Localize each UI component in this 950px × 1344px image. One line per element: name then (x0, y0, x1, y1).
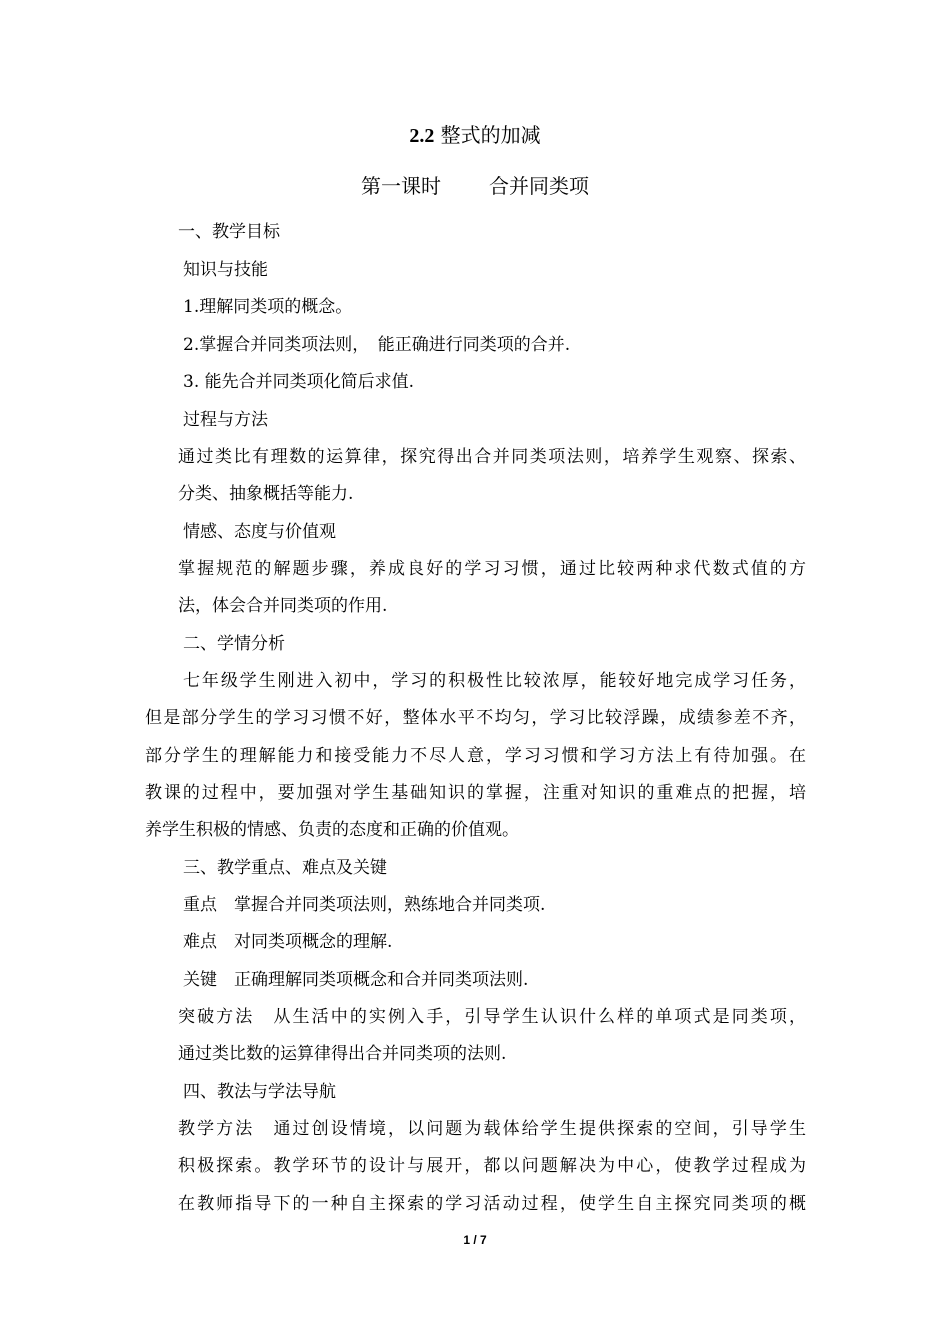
paragraph-line: 部分学生的理解能力和接受能力不尽人意，学习习惯和学习方法上有待加强。在 (145, 746, 806, 766)
paragraph-line: 养学生积极的情感、负责的态度和正确的价值观。 (145, 820, 519, 840)
paragraph-line: 通过类比数的运算律得出合并同类项的法则. (178, 1044, 507, 1064)
objective-item: 1.理解同类项的概念。 (183, 297, 353, 317)
subheading-knowledge-skills: 知识与技能 (183, 260, 268, 280)
section-heading-objectives: 一、教学目标 (178, 222, 280, 242)
key-point-item: 难点 对同类项概念的理解. (183, 932, 393, 952)
title-text: 整式的加减 (440, 123, 541, 147)
section-heading-key-points: 三、教学重点、难点及关键 (183, 858, 387, 878)
page-indicator: 1 / 7 (463, 1233, 487, 1247)
subheading-process-method: 过程与方法 (183, 410, 268, 430)
lesson-label: 第一课时 (361, 174, 441, 198)
key-point-item: 关键 正确理解同类项概念和合并同类项法则. (183, 970, 529, 990)
section-heading-methods: 四、教法与学法导航 (183, 1082, 336, 1102)
document-title (0, 122, 950, 149)
key-point-item: 重点 掌握合并同类项法则，熟练地合并同类项. (183, 895, 546, 915)
paragraph-line: 掌握规范的解题步骤，养成良好的学习习惯，通过比较两种求代数式值的方 (178, 559, 806, 579)
paragraph-line: 在教师指导下的一种自主探索的学习活动过程，使学生自主探究同类项的概 (178, 1194, 806, 1214)
objective-item: 3. 能先合并同类项化简后求值. (183, 372, 415, 392)
paragraph-line: 教学方法 通过创设情境，以问题为载体给学生提供探索的空间，引导学生 (178, 1119, 806, 1139)
lesson-topic: 合并同类项 (489, 174, 589, 198)
paragraph-line: 法，体会合并同类项的作用. (178, 596, 388, 616)
paragraph-line: 积极探索。教学环节的设计与展开，都以问题解决为中心，使教学过程成为 (178, 1156, 806, 1176)
section-heading-analysis: 二、学情分析 (183, 634, 285, 654)
objective-item: 2.掌握合并同类项法则， 能正确进行同类项的合并. (183, 335, 571, 355)
subheading-attitude-values: 情感、态度与价值观 (183, 522, 336, 542)
paragraph-line: 教课的过程中，要加强对学生基础知识的掌握，注重对知识的重难点的把握，培 (145, 783, 806, 803)
title-number: 2.2 (409, 125, 435, 147)
paragraph-line: 但是部分学生的学习习惯不好，整体水平不均匀，学习比较浮躁，成绩参差不齐， (145, 708, 806, 728)
paragraph-line: 突破方法 从生活中的实例入手，引导学生认识什么样的单项式是同类项， (178, 1007, 806, 1027)
paragraph-line: 通过类比有理数的运算律，探究得出合并同类项法则，培养学生观察、探索、 (178, 447, 806, 467)
paragraph-line: 分类、抽象概括等能力. (178, 484, 354, 504)
lesson-subtitle (0, 173, 950, 199)
paragraph-line: 七年级学生刚进入初中，学习的积极性比较浓厚，能较好地完成学习任务， (183, 671, 806, 691)
